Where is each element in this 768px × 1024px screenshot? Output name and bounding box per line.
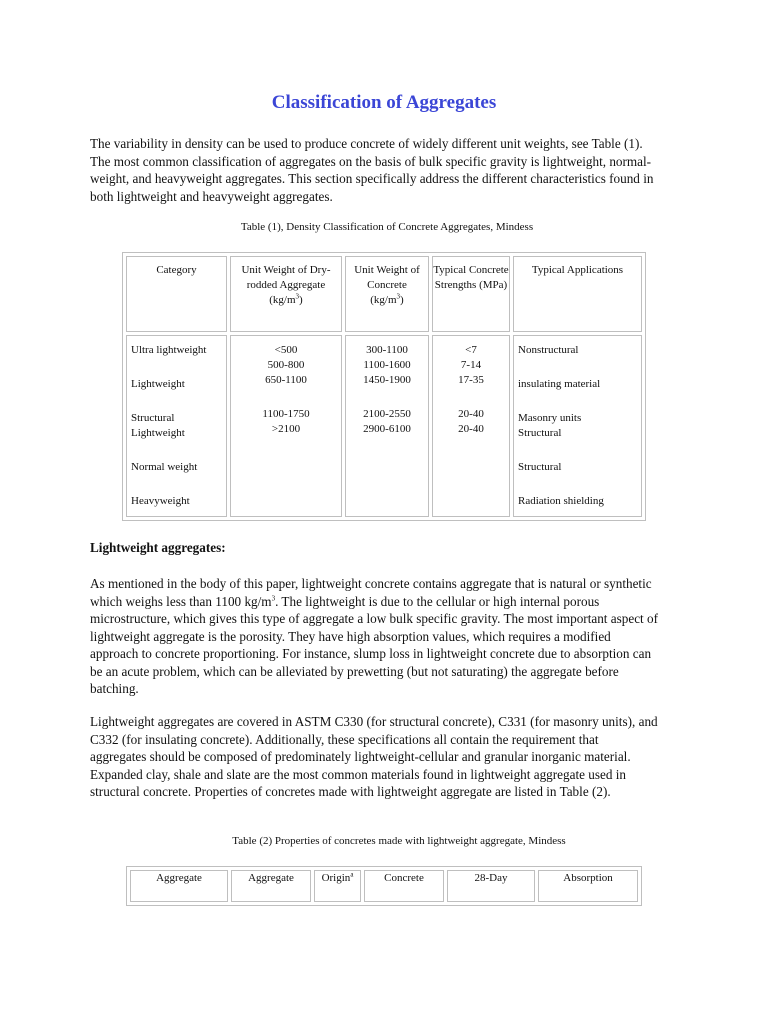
list-item: Structural	[518, 427, 562, 439]
list-item: 1100-1600	[363, 359, 411, 371]
list-item: 1100-1750	[262, 408, 310, 420]
list-item: Heavyweight	[131, 495, 190, 507]
concrete-weight-column	[345, 335, 429, 517]
list-item: Radiation shielding	[518, 495, 604, 507]
header-strength: Typical Concrete Strengths (MPa)	[432, 256, 510, 332]
header-unit-weight-dry: Unit Weight of Dry-rodded Aggregate $(kg/m^3)$	[230, 256, 342, 332]
list-item: 2900-6100	[363, 423, 411, 435]
list-item: Structural Lightweight	[131, 412, 185, 439]
list-item: 2100-2550	[363, 408, 411, 420]
lightweight-properties-table	[126, 866, 642, 906]
lightweight-paragraph-2: Lightweight aggregates are covered in ASTM C330 (for structural concrete), C331 (for masonry units), and C332 (for insulating concrete). Additionally, these specifications all contain the requirement that aggregates should be composed of predominately lightweight-cellular and granular inorganic material. Expanded clay, shale and slate are the most common materials found in lightweight aggregate used in structural concrete. Properties of concretes made with lightweight aggregate are listed in Table (2).	[90, 714, 658, 799]
list-item: 20-40	[458, 408, 484, 420]
list-item: Nonstructural	[518, 344, 579, 356]
list-item: 20-40	[458, 423, 484, 435]
table-header-row	[130, 870, 638, 902]
list-item: Normal weight	[131, 461, 198, 473]
list-item: 17-35	[458, 374, 484, 386]
header-origin: Origin$^a$	[314, 870, 361, 902]
list-item: >2100	[271, 423, 301, 435]
intro-paragraph: The variability in density can be used to produce concrete of widely different unit weights, see Table (1). The most common classification of aggregates on the basis of bulk specific gravity is lightweight, normal-weight, and heavyweight aggregates. This section specifically address the different characteristics found in both lightweight and heavyweight aggregates.	[90, 136, 654, 204]
list-item: Masonry units	[518, 412, 582, 424]
list-item: 500-800	[267, 359, 305, 371]
header-applications: Typical Applications	[513, 256, 642, 332]
page-title: Classification of Aggregates	[271, 92, 497, 113]
lightweight-paragraph-1: As mentioned in the body of this paper, lightweight concrete contains aggregate that is natural or synthetic which weighs less than 1100 $kg/m^3$. The lightweight is due to the cellular or high internal porous microstructure, which gives this type of aggregate a low bulk specific gravity. The most important aspect of lightweight aggregate is the porosity. They have high absorption values, which requires a modified approach to concrete proportioning. For instance, slump loss in lightweight concrete due to absorption can be an acute problem, which can be alleviated by prewetting (but not saturating) the aggregate before batching.	[90, 576, 659, 696]
dry-weight-column	[230, 335, 342, 517]
list-item: 1450-1900	[363, 374, 411, 386]
header-aggregate-2: Aggregate	[231, 870, 311, 902]
table-header-row	[126, 256, 642, 332]
list-item: 650-1100	[265, 374, 307, 386]
header-concrete: Concrete	[364, 870, 444, 902]
table-body-row	[126, 335, 642, 517]
applications-column	[513, 335, 642, 517]
list-item: 7-14	[460, 359, 482, 371]
header-aggregate: Aggregate	[130, 870, 228, 902]
header-unit-weight-concrete: Unit Weight of Concrete $(kg/m^3)$	[345, 256, 429, 332]
header-category: Category	[126, 256, 227, 332]
density-classification-table	[122, 252, 646, 521]
list-item: insulating material	[518, 378, 601, 390]
header-28-day: 28-Day	[447, 870, 535, 902]
list-item: Ultra lightweight	[131, 344, 207, 356]
lightweight-heading: Lightweight aggregates:	[90, 540, 226, 555]
list-item: Lightweight	[131, 378, 185, 390]
list-item: <500	[274, 344, 298, 356]
strength-column	[432, 335, 510, 517]
header-absorption: Absorption	[538, 870, 638, 902]
list-item: <7	[465, 344, 477, 356]
table1-caption: Table (1), Density Classification of Concrete Aggregates, Mindess	[240, 221, 534, 233]
list-item: 300-1100	[366, 344, 408, 356]
category-column	[126, 335, 227, 517]
table2-caption: Table (2) Properties of concretes made with lightweight aggregate, Mindess	[232, 835, 566, 847]
list-item: Structural	[518, 461, 562, 473]
